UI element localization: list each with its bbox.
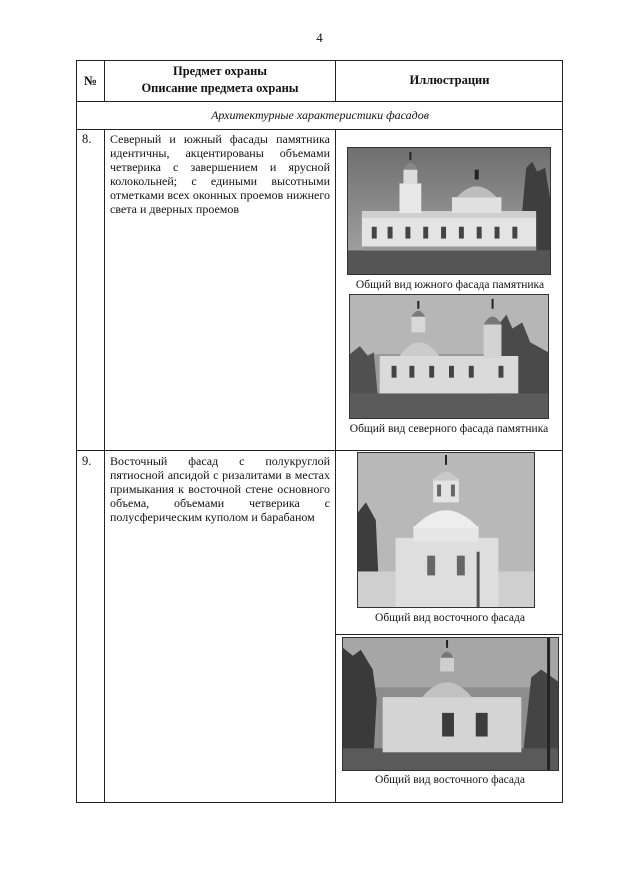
church-north-facade-photo bbox=[349, 294, 549, 419]
row-description: Северный и южный фасады памятника идентичны, акцентированы объемами четверика с завершением и ярусной колокольней; с едиными высотными отметками всех оконных проемов нижнего света и дверных проемов bbox=[110, 132, 330, 216]
church-south-facade-photo bbox=[347, 147, 551, 275]
church-east-facade-photo bbox=[342, 637, 559, 771]
page-number: 4 bbox=[316, 30, 323, 45]
header-illustrations: Иллюстрации bbox=[409, 73, 490, 87]
row-number: 9. bbox=[82, 454, 92, 468]
image-caption: Общий вид северного фасада памятника bbox=[349, 423, 549, 435]
protection-table bbox=[76, 60, 563, 803]
image-caption: Общий вид восточного фасада bbox=[375, 612, 525, 624]
row-number: 8. bbox=[82, 132, 92, 146]
church-east-facade-photo bbox=[357, 452, 535, 608]
section-title: Архитектурные характеристики фасадов bbox=[211, 108, 429, 122]
image-caption: Общий вид южного фасада памятника bbox=[355, 279, 545, 291]
header-subject-title: Предмет охраны bbox=[172, 64, 268, 78]
row-description: Восточный фасад с полукруглой пятиосной апсидой с ризалитами в местах примыкания к восточной стене основного объема, объемами четверика с полусферическим куполом и барабаном bbox=[110, 454, 330, 524]
header-subject-description: Описание предмета охраны bbox=[141, 81, 299, 95]
image-caption: Общий вид восточного фасада bbox=[375, 774, 525, 786]
header-number: № bbox=[83, 72, 98, 88]
header-subject bbox=[105, 63, 335, 97]
